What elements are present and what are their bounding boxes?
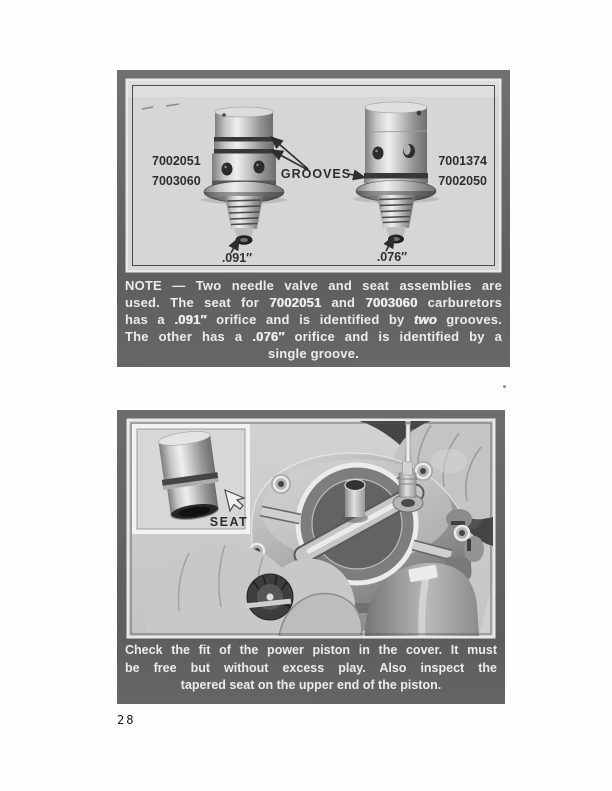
piston-caption-line-2: be free but without excess play. Also inspect the bbox=[125, 660, 497, 675]
needle-seat-photo bbox=[128, 81, 499, 270]
note-caption-line-2 bbox=[125, 294, 502, 311]
piston-caption-line-1: Check the fit of the power piston in the cover. It must bbox=[125, 643, 497, 657]
part-number-label: 7003060 bbox=[152, 174, 201, 188]
seat-label: SEAT bbox=[209, 515, 249, 529]
note-caption-line-3 bbox=[125, 311, 502, 328]
figure1-caption bbox=[125, 277, 502, 362]
caption-text: has a bbox=[125, 312, 165, 327]
caption-part-number: 7003060 bbox=[365, 295, 418, 310]
caption-text: orifice and is identified by a bbox=[294, 329, 503, 344]
orifice-size-label: .091″ bbox=[221, 251, 253, 265]
scan-speck bbox=[503, 385, 506, 388]
groove bbox=[214, 149, 274, 154]
caption-text: and bbox=[331, 295, 356, 310]
caption-text: carburetors bbox=[427, 295, 503, 310]
note-caption-line-4 bbox=[125, 328, 502, 345]
piston-caption-line-3: tapered seat on the upper end of the piston. bbox=[180, 678, 442, 692]
part-number-label: 7001374 bbox=[438, 154, 487, 168]
caption-orifice-size: .076″ bbox=[252, 329, 285, 344]
note-caption-line-1: NOTE — Two needle valve and seat assemblies are bbox=[125, 278, 502, 293]
caption-part-number: 7002051 bbox=[269, 295, 322, 310]
caption-text: The other has a bbox=[125, 329, 243, 344]
orifice-size-label: .076″ bbox=[376, 250, 408, 264]
groove bbox=[214, 137, 274, 142]
caption-text: used. bbox=[125, 295, 160, 310]
figure-power-piston bbox=[117, 410, 505, 704]
caption-text: The seat for bbox=[170, 295, 260, 310]
needle-seat-illustration bbox=[128, 81, 499, 270]
caption-text: orifice and is identified by bbox=[216, 312, 405, 327]
seat-inset bbox=[132, 424, 250, 534]
groove bbox=[364, 173, 428, 179]
grooves-label: GROOVES bbox=[280, 167, 352, 181]
caption-text: grooves. bbox=[446, 312, 503, 327]
figure-needle-seats bbox=[117, 70, 510, 367]
power-piston-photo bbox=[129, 421, 493, 636]
page-number: 28 bbox=[117, 713, 136, 727]
figure2-caption bbox=[125, 642, 497, 695]
note-caption-line-5: single groove. bbox=[268, 346, 359, 361]
part-number-label: 7002050 bbox=[438, 174, 487, 188]
part-number-label: 7002051 bbox=[152, 154, 201, 168]
caption-orifice-size: .091″ bbox=[174, 312, 207, 327]
power-piston-illustration bbox=[129, 421, 493, 636]
caption-emphasis: two bbox=[413, 312, 437, 327]
